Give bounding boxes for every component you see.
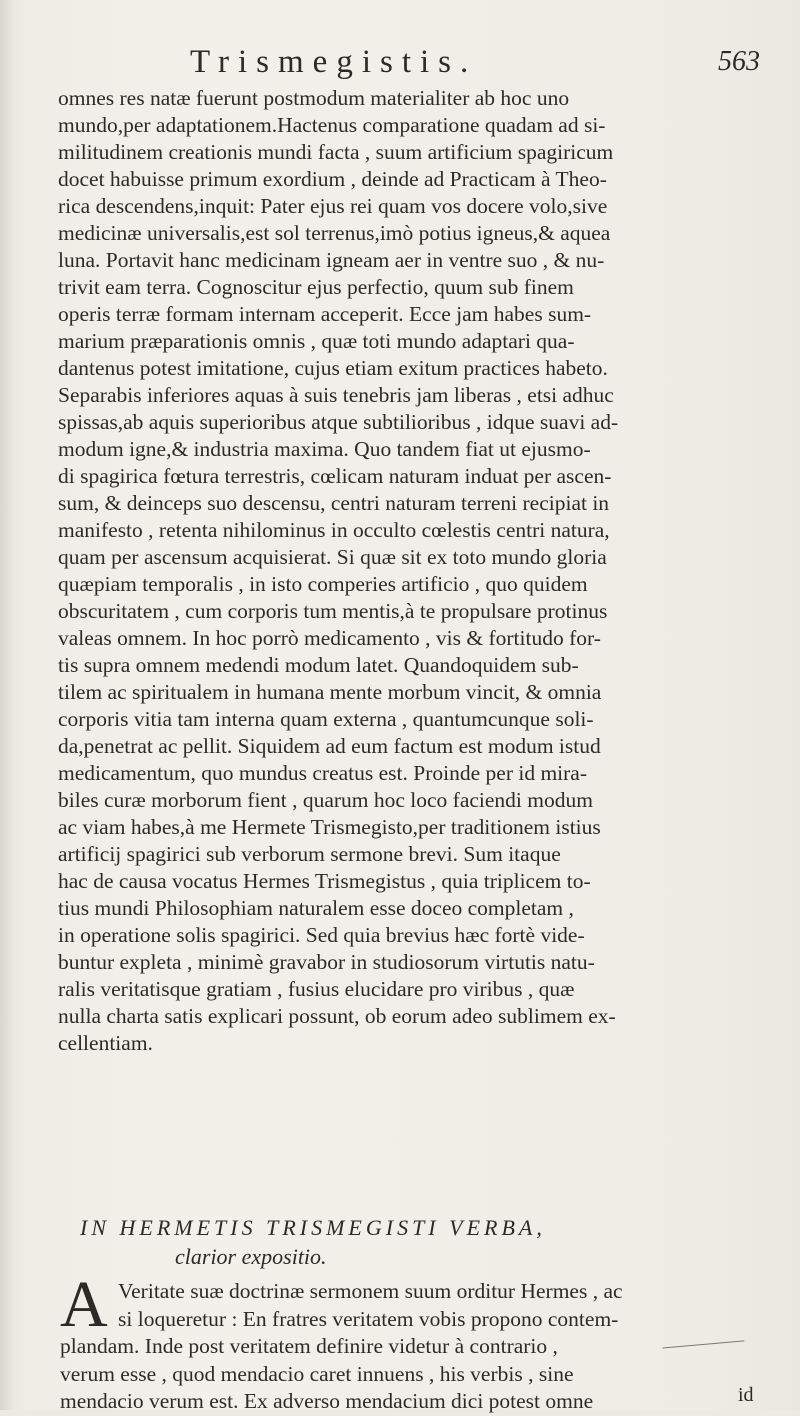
text-line: modum igne,& industria maxima. Quo tandem fiat ut ejusmo- xyxy=(58,437,591,461)
section-title: IN HERMETIS TRISMEGISTI VERBA, xyxy=(80,1215,546,1240)
text-line: omnes res natæ fuerunt postmodum materialiter ab hoc uno xyxy=(58,86,570,110)
text-line: ac viam habes,à me Hermete Trismegisto,per traditionem istius xyxy=(58,815,601,839)
text-line: quam per ascensum acquisierat. Si quæ sit ex toto mundo gloria xyxy=(58,545,607,569)
text-line: spissas,ab aquis superioribus atque subtilioribus , idque suavi ad- xyxy=(58,410,619,434)
text-line: Separabis inferiores aquas à suis tenebris jam liberas , etsi adhuc xyxy=(58,383,614,407)
text-line: plandam. Inde post veritatem definire videtur à contrario , xyxy=(60,1334,558,1358)
text-line: tilem ac spiritualem in humana mente morbum vincit, & omnia xyxy=(58,680,602,704)
text-line: marium præparationis omnis , quæ toti mundo adaptari qua- xyxy=(58,329,575,353)
page-header xyxy=(80,40,760,90)
main-text-block xyxy=(58,85,758,1057)
text-line: biles curæ morborum fient , quarum hoc loco faciendi modum xyxy=(58,788,593,812)
text-line: tis supra omnem medendi modum latet. Quandoquidem sub- xyxy=(58,653,579,677)
text-line: trivit eam terra. Cognoscitur ejus perfectio, quum sub finem xyxy=(58,275,574,299)
text-line: Veritate suæ doctrinæ sermonem suum orditur Hermes , ac xyxy=(118,1279,623,1303)
text-line: rica descendens,inquit: Pater ejus rei quam vos docere volo,sive xyxy=(58,194,608,218)
text-line: artificij spagirici sub verborum sermone brevi. Sum itaque xyxy=(58,842,561,866)
text-line: hac de causa vocatus Hermes Trismegistus , quia triplicem to- xyxy=(58,869,591,893)
text-line: verum esse , quod mendacio caret innuens , his verbis , sine xyxy=(60,1361,574,1386)
text-line: luna. Portavit hanc medicinam igneam aer in ventre suo , & nu- xyxy=(58,248,605,272)
text-line: di spagirica fœtura terrestris, cœlicam naturam induat per ascen- xyxy=(58,464,612,488)
text-line: corporis vitia tam interna quam externa , quantumcunque soli- xyxy=(58,707,594,731)
text-line: sum, & deinceps suo descensu, centri naturam terreni recipiat in xyxy=(58,491,610,515)
section-heading xyxy=(80,1213,750,1271)
section-subtitle: clarior expositio. xyxy=(175,1244,327,1269)
page-number: 563 xyxy=(718,46,760,77)
text-line: obscuritatem , cum corporis tum mentis,à te propulsare protinus xyxy=(58,599,608,623)
text-line: si loqueretur : En fratres veritatem vobis propono contem- xyxy=(118,1306,619,1331)
text-line: quæpiam temporalis , in isto comperies artificio , quo quidem xyxy=(58,572,588,596)
text-line: nulla charta satis explicari possunt, ob eorum adeo sublimem ex- xyxy=(58,1004,616,1028)
text-line: dantenus potest imitatione, cujus etiam exitum practices habeto. xyxy=(58,356,608,380)
running-head: Trismegistis. xyxy=(190,44,478,80)
text-line: valeas omnem. In hoc porrò medicamento , vis & fortitudo for- xyxy=(58,626,601,650)
text-line: da,penetrat ac pellit. Siquidem ad eum factum est modum istud xyxy=(58,734,601,758)
text-line: cellentiam. xyxy=(58,1031,153,1055)
catchword: id xyxy=(738,1384,754,1406)
drop-cap: A xyxy=(60,1268,108,1341)
text-line: medicamentum, quo mundus creatus est. Proinde per id mira- xyxy=(58,761,588,785)
text-line: medicinæ universalis,est sol terrenus,imò potius igneus,& aquea xyxy=(58,221,611,245)
text-line: mendacio verum est. Ex adverso mendacium dici potest omne xyxy=(60,1389,594,1413)
text-line: docet habuisse primum exordium , deinde ad Practicam à Theo- xyxy=(58,167,607,191)
text-line: militudinem creationis mundi facta , suum artificium spagiricum xyxy=(58,140,614,164)
text-line: tius mundi Philosophiam naturalem esse doceo completam , xyxy=(58,896,574,920)
text-line: operis terræ formam internam acceperit. Ecce jam habes sum- xyxy=(58,302,592,326)
text-line: manifesto , retenta nihilominus in occulto cœlestis centri natura, xyxy=(58,518,610,542)
text-line: buntur expleta , minimè gravabor in studiosorum virtutis natu- xyxy=(58,950,595,974)
text-line: in operatione solis spagirici. Sed quia brevius hæc fortè vide- xyxy=(58,923,585,947)
text-line: mundo,per adaptationem.Hactenus comparatione quadam ad si- xyxy=(58,113,606,137)
text-line: ralis veritatisque gratiam , fusius elucidare pro viribus , quæ xyxy=(58,977,575,1001)
gutter-shadow xyxy=(0,0,14,1410)
second-paragraph xyxy=(60,1268,760,1416)
